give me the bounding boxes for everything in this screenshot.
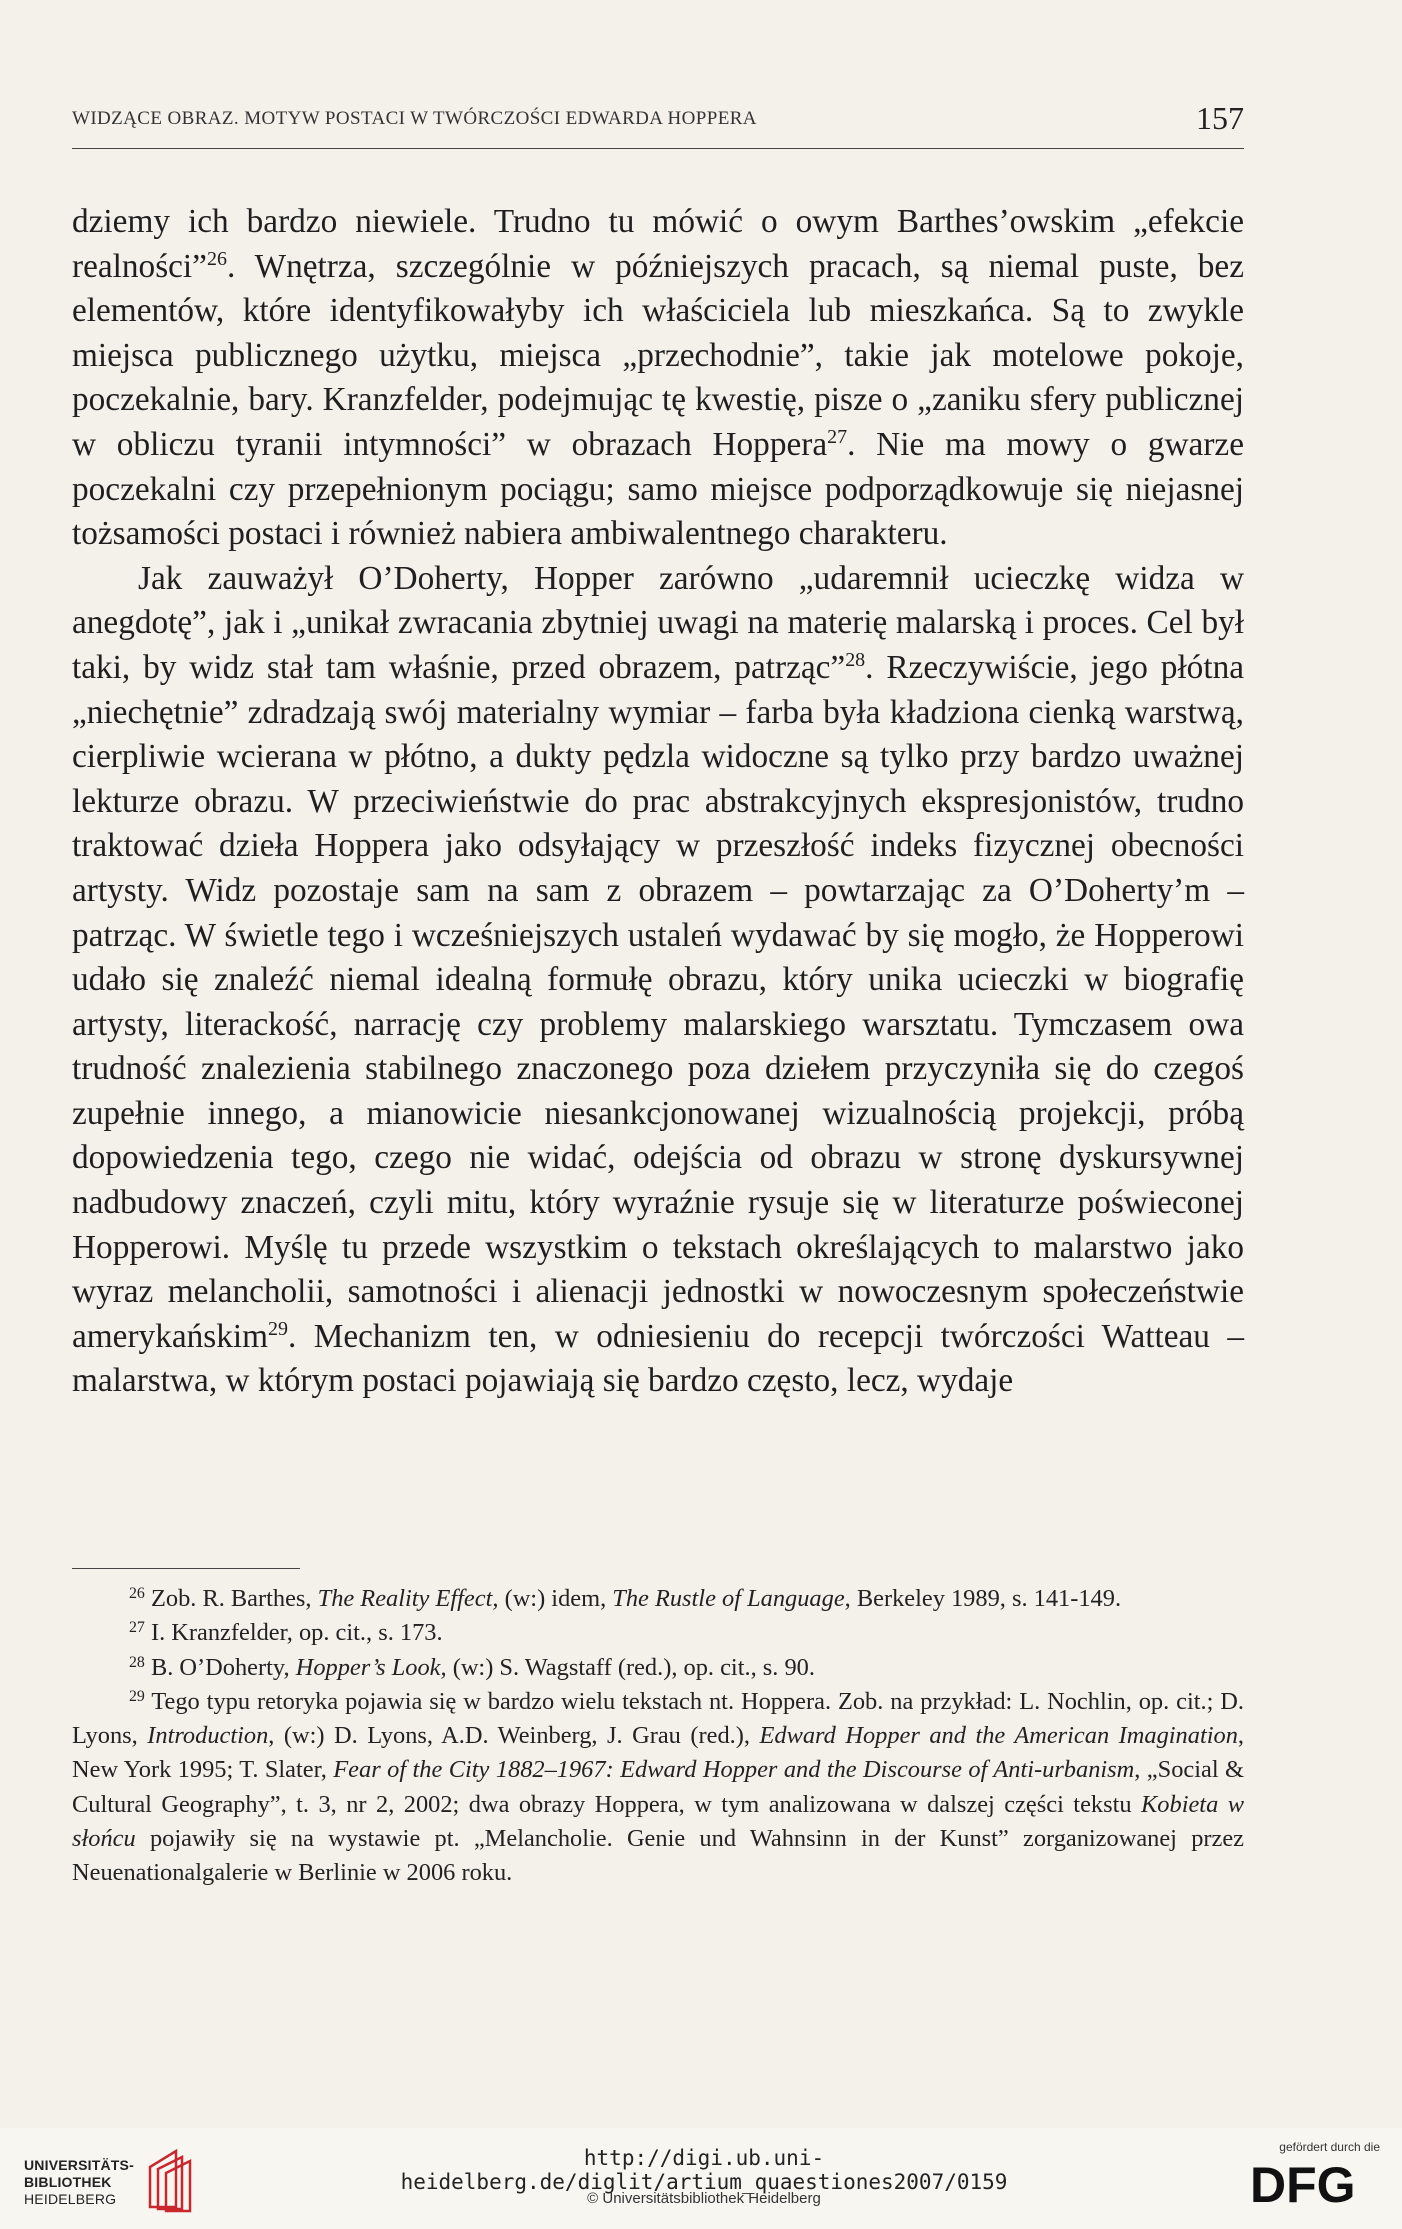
library-name-line: BIBLIOTHEK — [24, 2174, 112, 2190]
text-run: . Rzeczywiście, jego płótna „niechętnie” zdradzają swój materialny wymiar – farba była kładziona cienką warstwą, cierpliwie wcierana w płótno, a dukty pędzla widoczne są tylko przy bardzo uważnej lekturze obrazu. W przeciwieństwie do prac abstrakcyjnych ekspresjonistów, trudno traktować dzieła Hoppera jako odsyłający w przeszłość indeks fizycznej obecności artysty. Widz pozostaje sam na sam z obrazem – powtarzając za O’Doherty’m – patrząc. W świetle tego i wcześniejszych ustaleń wydawać by się mogło, że Hopperowi udało się znaleźć niemal idealną formułę obrazu, który unika ucieczki w biografię artysty, literackość, narrację czy problemy malarskiego warsztatu. Tymczasem owa trudność znalezienia stabilnego znaczonego poza dziełem przyczyniła się do czegoś zupełnie innego, a mianowicie niesankcjonowanej wizualnością projekcji, próbą dopowiedzenia tego, czego nie widać, odejścia od obrazu w stronę dyskursywnej nadbudowy znaczeń, czyli mitu, który wyraźnie rysuje się w literaturze poświeconej Hopperowi. Myślę tu przede wszystkim o tekstach określających to malarstwo jako wyraz melancholii, samotności i alienacji jednostki w nowoczesnym społeczeństwie amerykańskim — [72, 648, 1244, 1355]
title-italic: Edward Hopper and the American Imagination — [759, 1722, 1238, 1750]
footnote-26 — [72, 1582, 1244, 1616]
text-run: Zob. R. Barthes, — [150, 1585, 318, 1612]
dfg-caption: gefördert durch die — [1279, 2140, 1380, 2154]
dfg-logo-icon — [1250, 2158, 1380, 2210]
page-number: 157 — [1196, 100, 1244, 136]
footnote-ref[interactable]: 28 — [845, 648, 866, 671]
text-run: Tego typu retoryka pojawia się w bardzo wielu tekstach nt. Hoppera. Zob. na przykład: L. Nochlin, op. cit.; D. Lyons, — [72, 1687, 1244, 1750]
title-italic: Introduction — [147, 1722, 269, 1750]
text-run: (w:) idem, — [498, 1585, 613, 1612]
paragraph — [72, 200, 1244, 557]
copyright-notice: © Universitätsbibliothek Heidelberg — [587, 2190, 821, 2207]
text-run: , „Social & Cultural Geography”, t. 3, nr 2, 2002; dwa obrazy Hoppera, w tym analizowana w dalszej części tekstu — [72, 1756, 1244, 1818]
title-italic: Kobieta w słońcu — [72, 1790, 1244, 1853]
library-name-line: UNIVERSITÄTS- — [24, 2157, 134, 2173]
main-text — [72, 200, 1244, 1404]
text-run: , New York 1995; T. Slater, — [72, 1722, 1245, 1784]
dfg-funding-logo[interactable] — [1240, 2140, 1380, 2220]
library-name — [24, 2157, 134, 2208]
footnote-ref[interactable]: 26 — [206, 247, 227, 270]
header-rule — [72, 148, 1244, 149]
source-url-link[interactable]: http://digi.ub.uni-heidelberg.de/diglit/artium_quaestiones2007/0159 — [400, 2146, 1008, 2194]
text-run: I. Kranzfelder, op. cit., s. 173. — [150, 1619, 443, 1647]
footnote-separator — [72, 1568, 300, 1569]
title-italic: Fear of the City 1882–1967: Edward Hopper and the Discourse of Anti-urbanism — [333, 1756, 1135, 1784]
library-logo[interactable] — [24, 2143, 204, 2219]
title-italic: The Reality Effect, — [317, 1585, 499, 1612]
footnote-27 — [72, 1616, 1244, 1650]
footnote-ref[interactable]: 29 — [268, 1317, 288, 1340]
footnotes — [72, 1582, 1244, 1891]
text-run: (w:) S. Wagstaff (red.), op. cit., s. 90. — [446, 1653, 815, 1681]
text-run: , (w:) D. Lyons, A.D. Weinberg, J. Grau (red.), — [268, 1722, 760, 1750]
text-run: B. O’Doherty, — [150, 1653, 296, 1681]
title-italic: Hopper’s Look, — [295, 1653, 447, 1681]
text-run: . Nie ma mowy o gwarze poczekalni czy przepełnionym pociągu; samo miejsce podporządkowuje się niejasnej tożsamości postaci i również nabiera ambiwalentnego charakteru. — [72, 425, 1244, 553]
paragraph — [72, 557, 1244, 1404]
text-run: pojawiły się na wystawie pt. „Melancholie. Genie und Wahnsinn in der Kunst” zorganizowanej przez Neuenationalgalerie w Berlinie w 2006 roku. — [72, 1825, 1244, 1887]
footnote-number: 28 — [129, 1653, 145, 1671]
footnote-number: 29 — [129, 1687, 145, 1705]
title-italic: The Rustle of Language — [612, 1585, 845, 1612]
footnote-number: 26 — [129, 1585, 145, 1603]
dfg-logo-text: DFG — [1250, 2158, 1356, 2210]
footnote-29 — [72, 1685, 1244, 1891]
running-head: WIDZĄCE OBRAZ. MOTYW POSTACI W TWÓRCZOŚCI EDWARDA HOPPERA — [72, 108, 757, 129]
text-run: . Wnętrza, szczególnie w późniejszych pracach, są niemal puste, bez elementów, które identyfikowałyby ich właściciela lub mieszkańca. Są to zwykle miejsca publicznego użytku, miejsca „przechodnie”, takie jak motelowe pokoje, poczekalnie, bary. Kranzfelder, podejmując tę kwestię, pisze o „zaniku sfery publicznej w obliczu tyranii intymności” w obrazach Hoppera — [72, 247, 1244, 463]
text-run: dziemy ich bardzo niewiele. Trudno tu mówić o owym Barthes’owskim „efekcie realności” — [72, 203, 1244, 285]
text-run: Jak zauważył O’Doherty, Hopper zarówno „udaremnił ucieczkę widza w anegdotę”, jak i „unikał zwracania zbytniej uwagi na materię malarską i proces. Cel był taki, by widz stał tam właśnie, przed obrazem, patrząc” — [72, 559, 1244, 686]
footnote-28 — [72, 1651, 1244, 1685]
footnote-ref[interactable]: 27 — [827, 425, 848, 448]
library-emblem-icon — [142, 2147, 204, 2213]
library-name-line: HEIDELBERG — [24, 2191, 117, 2207]
text-run: . Mechanizm ten, w odniesieniu do recepcji twórczości Watteau – malarstwa, w którym postaci pojawiają się bardzo często, lecz, wydaje — [72, 1317, 1244, 1400]
text-run: , Berkeley 1989, s. 141-149. — [844, 1585, 1122, 1612]
footnote-number: 27 — [129, 1619, 145, 1637]
